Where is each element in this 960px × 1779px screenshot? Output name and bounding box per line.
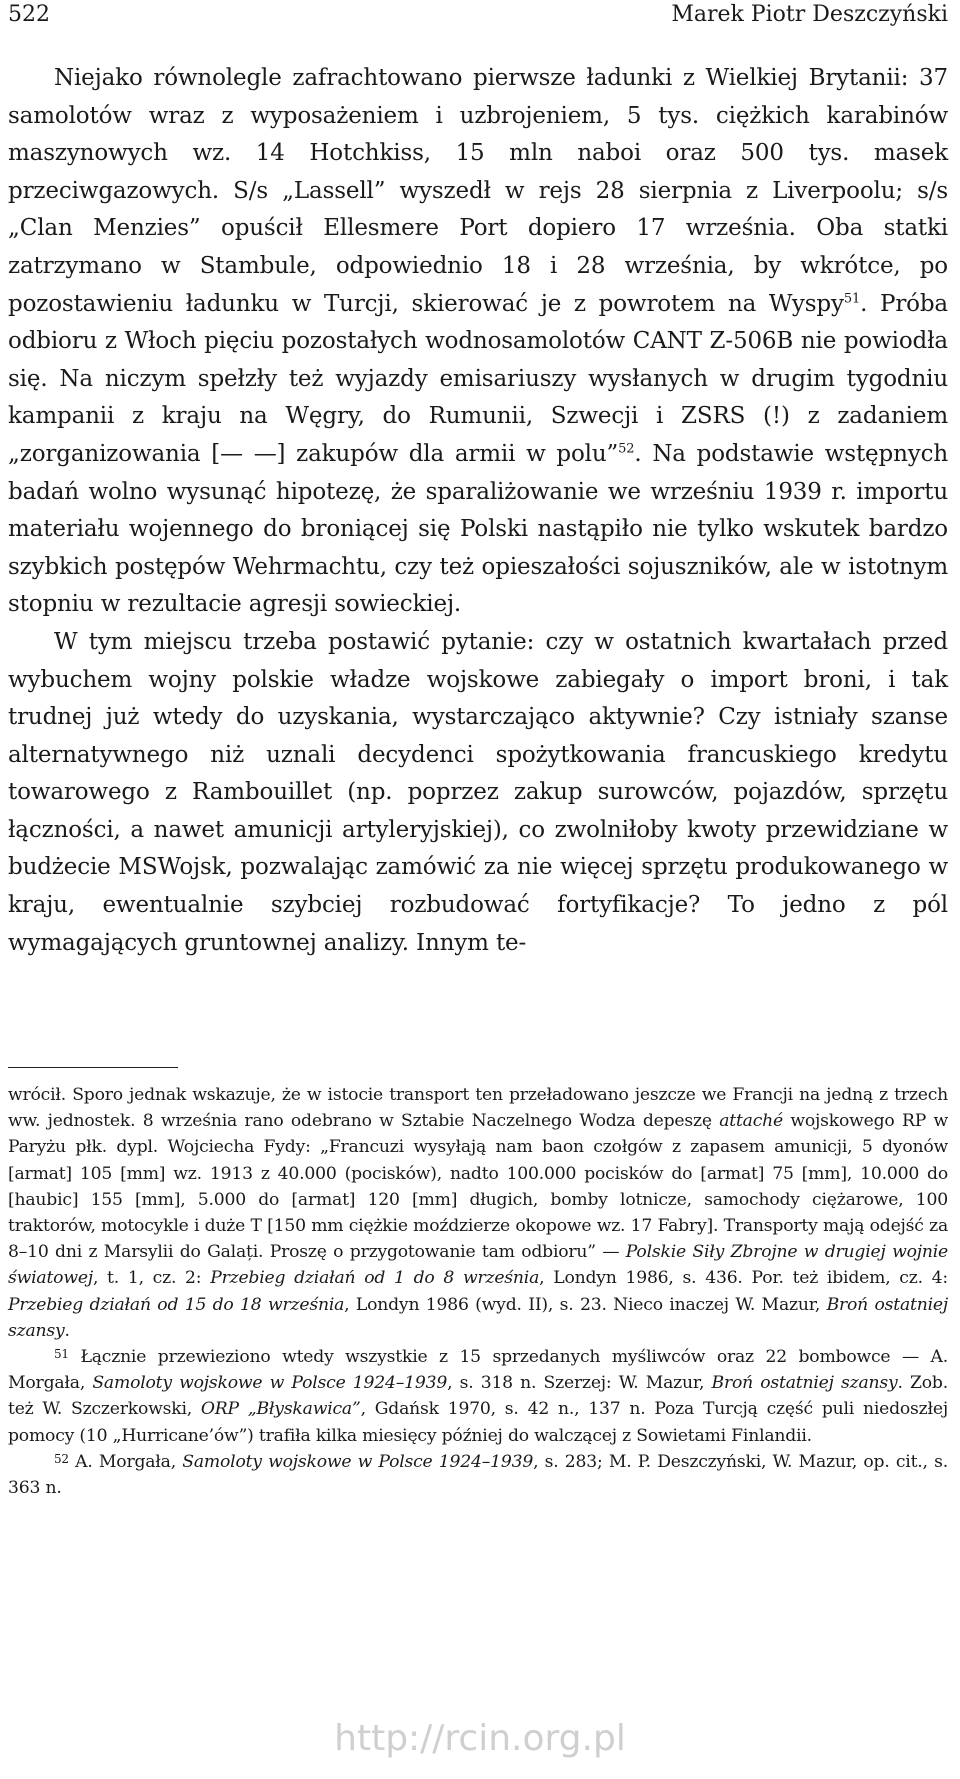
footnote-text: wrócił. Sporo jednak wskazuje, że w istocie transport ten przeładowano jeszcze we Francji na jedną z trzech ww. jednostek. 8 września rano odebrano w Sztabie Naczelnego Wodza depeszę [8, 1085, 948, 1132]
footnote-52 [8, 1449, 948, 1501]
footnote-text: , s. 283; M. P. Deszczyński, W. Mazur, op. cit., s. 363 n. [8, 1451, 948, 1499]
footnote-ref-51[interactable]: 51 [843, 290, 861, 306]
footnote-title: Samoloty wojskowe w Polsce 1924–1939 [182, 1451, 534, 1472]
footnote-title: Przebieg działań od 1 do 8 września [210, 1268, 540, 1289]
footnote-title: ORP „Błyskawica” [200, 1399, 361, 1420]
watermark-url: http://rcin.org.pl [334, 1718, 626, 1759]
footnote-title: Polskie Siły Zbrojne w drugiej wojnie światowej [8, 1242, 948, 1289]
paragraph-1-part-c: . Na podstawie wstępnych badań wolno wysunąć hipotezę, że sparaliżowanie we wrześniu 1939 r. importu materiału wojennego do broniącej się Polski nastąpiło nie tylko wskutek bardzo szybkich postępów Wehrmachtu, czy też opieszałości sojuszników, ale w istotnym stopniu w rezultacie agresji sowieckiej. [8, 440, 948, 618]
footnote-continuation [8, 1082, 948, 1344]
paragraph-2: W tym miejscu trzeba postawić pytanie: czy w ostatnich kwartałach przed wybuchem wojny polskie władze wojskowe zabiegały o import broni, i tak trudnej już wtedy do uzyskania, wystarczająco aktywnie? Czy istniały szanse alternatywnego niż uznali decydenci spożytkowania francuskiego kredytu towarowego z Rambouillet (np. poprzez zakup surowców, pojazdów, sprzętu łączności, a nawet amunicji artyleryjskiej), co zwolniłoby kwoty przewidziane w budżecie MSWojsk, pozwalając zamówić za nie więcej sprzętu produkowanego w kraju, ewentualnie szybciej rozbudować fortyfikacje? To jedno z pól wymagających gruntownej analizy. Innym te- [8, 628, 948, 956]
footnote-text: . Zob. też W. Szczerkowski, [8, 1373, 949, 1420]
running-head-author: Marek Piotr Deszczyński [671, 2, 948, 27]
footnote-text: , t. 1, cz. 2: [92, 1268, 211, 1289]
footnote-ref-52[interactable]: 52 [618, 441, 635, 457]
footnote-text: , Gdańsk 1970, s. 42 n., 137 n. Poza Turcją część puli niedoszłej pomocy (10 „Hurricane’ów”) trafiła kilka miesięcy później do walczącej z Sowietami Finlandii. [8, 1399, 949, 1446]
footnote-title: Przebieg działań od 15 do 18 września [8, 1294, 345, 1315]
footnote-title: Samoloty wojskowe w Polsce 1924–1939 [92, 1373, 448, 1394]
page-number: 522 [8, 2, 50, 27]
footnote-51 [8, 1344, 948, 1449]
footnote-text: Łącznie przewieziono wtedy wszystkie z 15 sprzedanych myśliwców oraz 22 bombowce — A. Morgała, [8, 1347, 948, 1394]
footnotes [8, 1082, 948, 1501]
footnote-separator [8, 1067, 178, 1068]
footnote-number: 51 [54, 1347, 69, 1362]
footnote-text: , Londyn 1986 (wyd. II), s. 23. Nieco inaczej W. Mazur, [344, 1294, 827, 1315]
paragraph-1 [8, 60, 948, 624]
footnote-italic: attaché [719, 1111, 783, 1132]
footnote-number: 52 [54, 1451, 69, 1466]
footnote-title: Broń ostatniej szansy [711, 1373, 898, 1394]
footnote-text: , s. 318 n. Szerzej: W. Mazur, [447, 1373, 712, 1394]
main-text [8, 60, 948, 962]
footnote-title: Broń ostatniej szansy [8, 1294, 948, 1341]
footnote-text: A. Morgała, [68, 1451, 183, 1472]
paragraph-1-part-a: Niejako równolegle zafrachtowano pierwsze ładunki z Wielkiej Brytanii: 37 samolotów wraz z wyposażeniem i uzbrojeniem, 5 tys. ciężkich karabinów maszynowych wz. 14 Hotchkiss, 15 mln naboi oraz 500 tys. masek przeciwgazowych. S/s „Lassell” wyszedł w rejs 28 sierpnia z Liverpoolu; s/s „Clan Menzies” opuścił Ellesmere Port dopiero 17 września. Oba statki zatrzymano w Stambule, odpowiednio 18 i 28 września, by wkrótce, po pozostawieniu ładunku w Turcji, skierować je z powrotem na Wyspy [8, 65, 948, 317]
paragraph-1-part-b: . Próba odbioru z Włoch pięciu pozostałych wodnosamolotów CANT Z-506B nie powiodła się. Na niczym spełzły też wyjazdy emisariuszy wysłanych w drugim tygodniu kampanii z kraju na Węgry, do Rumunii, Szwecji i ZSRS (!) z zadaniem „zorganizowania [— —] zakupów dla armii w polu” [8, 290, 948, 467]
page-header [8, 2, 948, 38]
footnote-text: wojskowego RP w Paryżu płk. dypl. Wojciecha Fydy: „Francuzi wysyłają nam baon czołgów z zapasem amunicji, 5 dyonów [armat] 105 [mm] wz. 1913 z 40.000 (pocisków), nadto 100.000 pocisków do [armat] 75 [mm], 10.000 do [haubic] 155 [mm], 5.000 do [armat] 120 [mm] długich, bomby lotnicze, samochody ciężarowe, 100 traktorów, motocykle i duże T [150 mm ciężkie moździerze okopowe wz. 17 Fabry]. Transporty mają odejść za 8–10 dni z Marsylii do Galați. Proszę o przygotowanie tam odbioru” — [8, 1111, 948, 1263]
footnote-text: , Londyn 1986, s. 436. Por. też ibidem, cz. 4: [539, 1268, 948, 1289]
footnote-text: . [64, 1320, 70, 1341]
